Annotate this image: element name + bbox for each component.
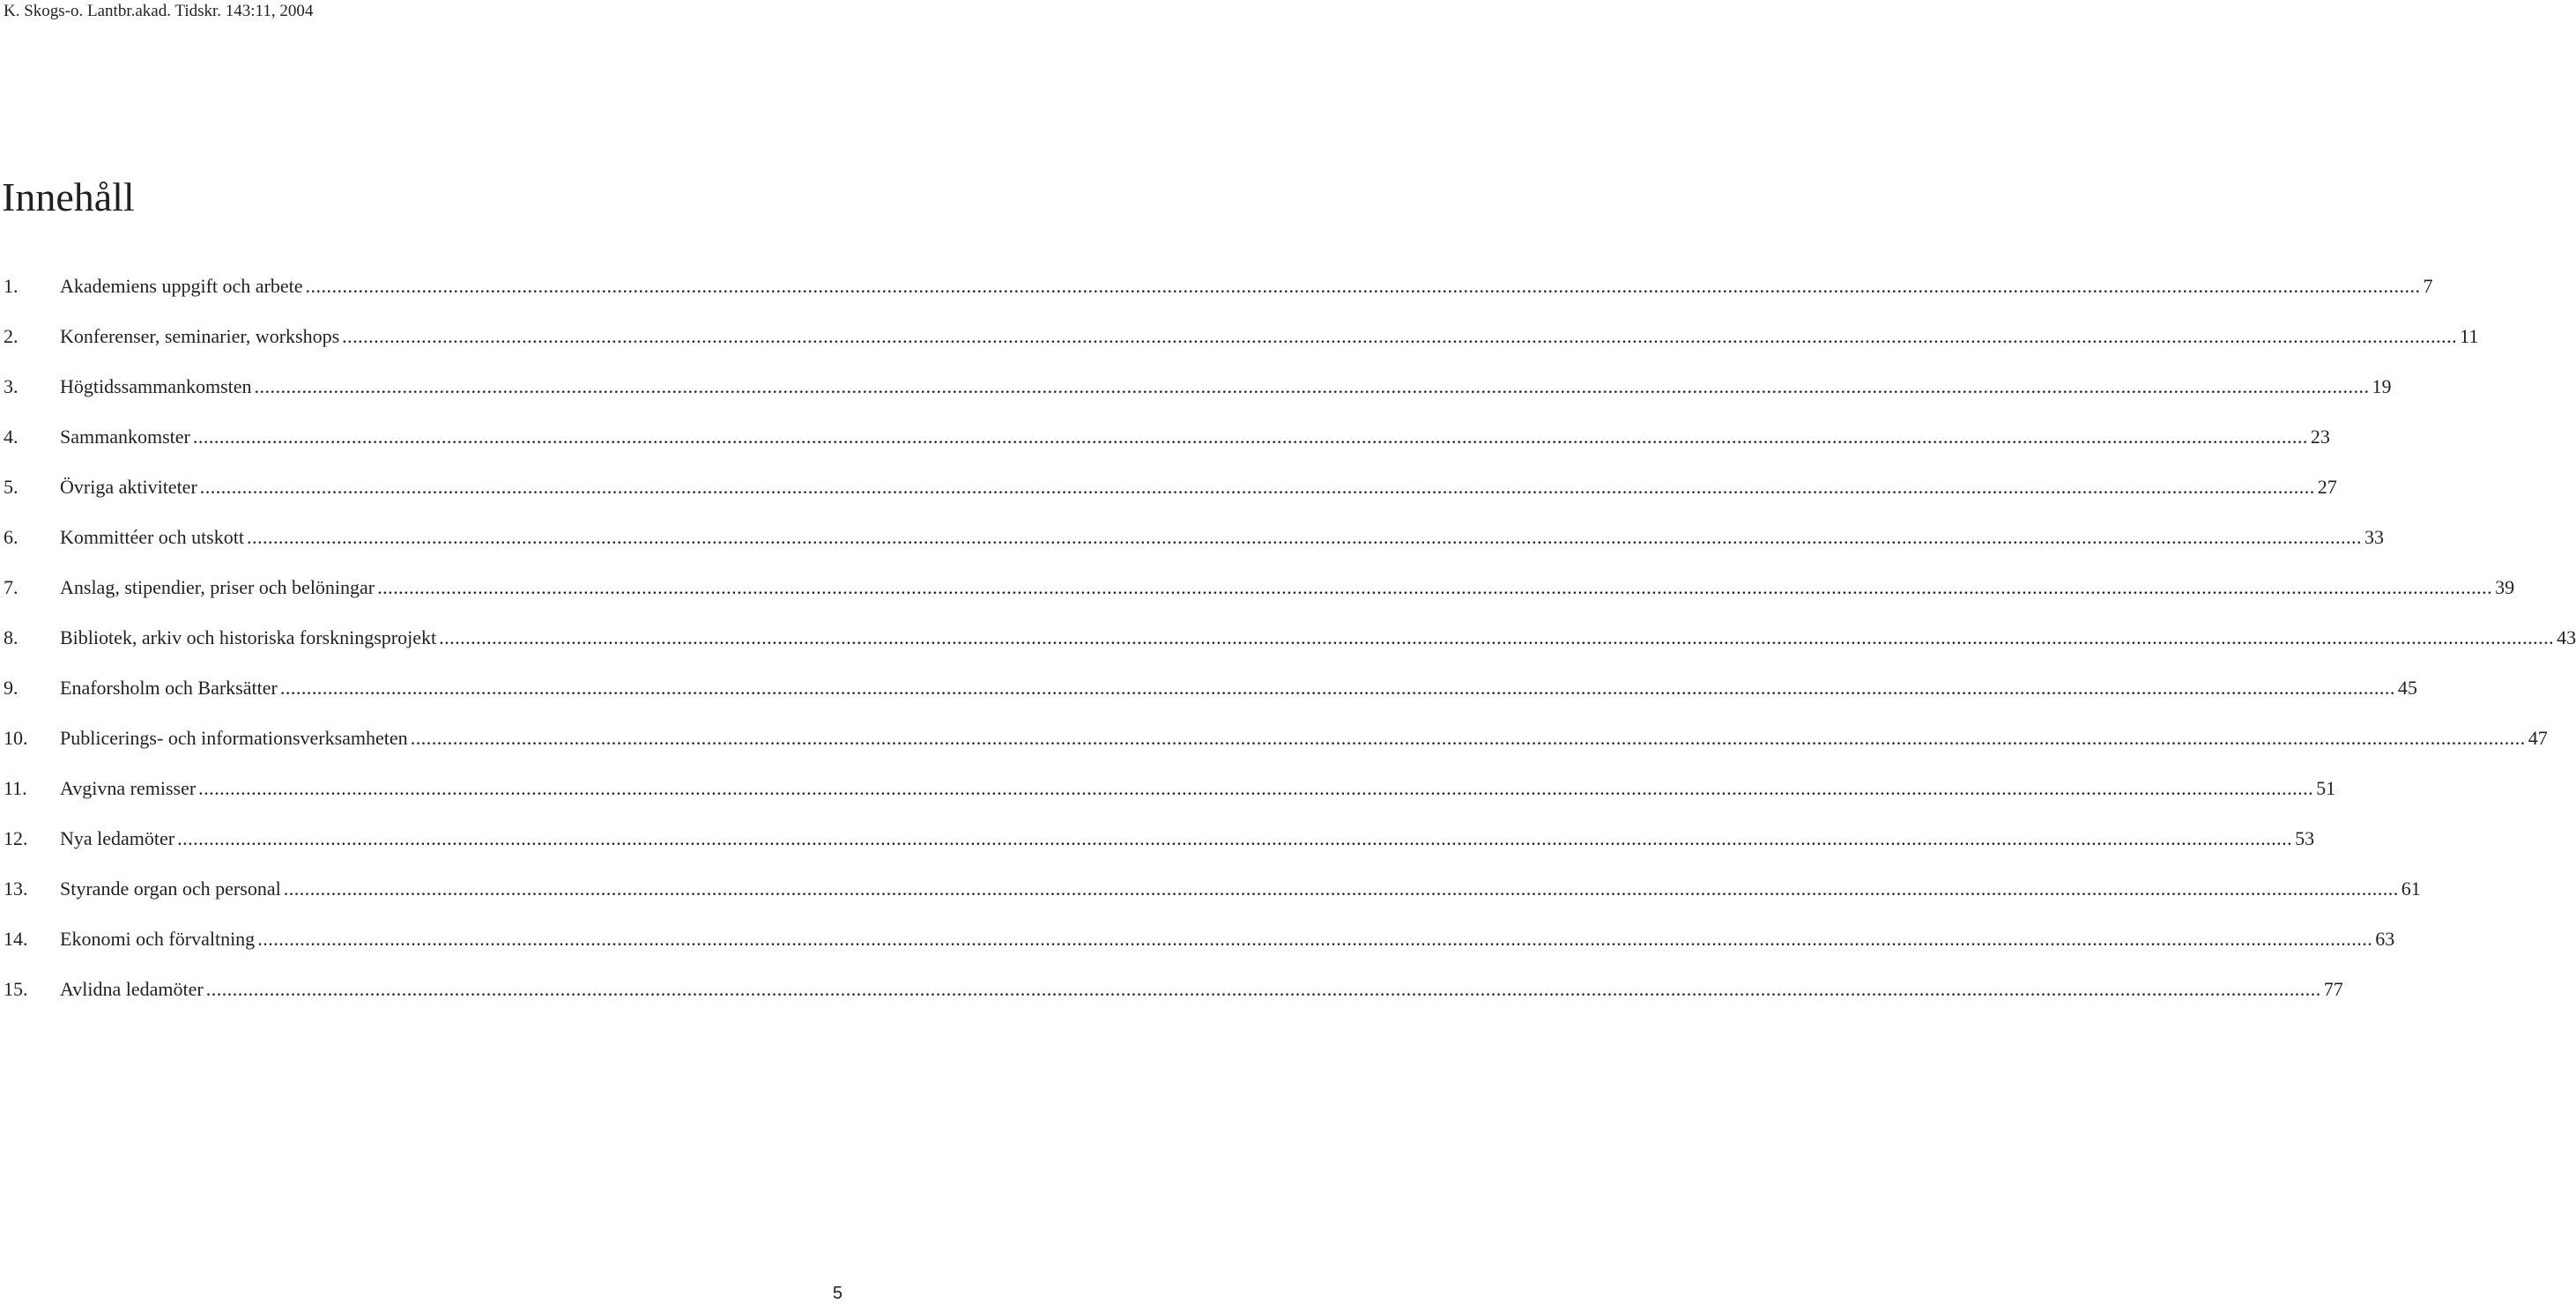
toc-entry bbox=[0, 771, 2336, 821]
toc-entry-page: 39 bbox=[2495, 576, 2515, 598]
toc-entry bbox=[0, 269, 2433, 319]
toc-dot-leader: ................................................................................................................................................................................................................................................................................................................................................................................................................ bbox=[199, 476, 2315, 498]
toc-entry-page: 23 bbox=[2310, 426, 2330, 448]
toc-entry-title: Kommittéer och utskott bbox=[60, 526, 244, 548]
toc-entry-page: 27 bbox=[2317, 476, 2337, 498]
toc-entry bbox=[0, 972, 2343, 1022]
toc-entry-number: 4. bbox=[4, 426, 19, 448]
toc-dot-leader: ................................................................................................................................................................................................................................................................................................................................................................................................................ bbox=[257, 928, 2373, 950]
toc-entry-number: 12. bbox=[4, 827, 28, 849]
toc-entry-page: 33 bbox=[2364, 526, 2384, 548]
toc-entry-title: Avlidna ledamöter bbox=[60, 978, 204, 1000]
toc-dot-leader: ................................................................................................................................................................................................................................................................................................................................................................................................................ bbox=[410, 727, 2526, 749]
toc-entry-number: 3. bbox=[4, 375, 19, 397]
toc-entry-page: 51 bbox=[2316, 777, 2336, 799]
toc-entry-title: Konferenser, seminarier, workshops bbox=[60, 325, 340, 347]
toc-dot-leader: ................................................................................................................................................................................................................................................................................................................................................................................................................ bbox=[377, 576, 2493, 598]
toc-entry bbox=[0, 520, 2384, 570]
toc-dot-leader: ................................................................................................................................................................................................................................................................................................................................................................................................................ bbox=[198, 777, 2314, 799]
table-of-contents bbox=[0, 269, 2576, 1022]
toc-entry bbox=[0, 419, 2330, 470]
toc-dot-leader: ................................................................................................................................................................................................................................................................................................................................................................................................................ bbox=[177, 827, 2293, 849]
toc-entry bbox=[0, 319, 2479, 369]
toc-entry-number: 14. bbox=[4, 928, 28, 950]
toc-entry-number: 1. bbox=[4, 275, 19, 297]
toc-entry-page: 47 bbox=[2528, 727, 2548, 749]
toc-entry-number: 9. bbox=[4, 677, 19, 699]
toc-entry-page: 63 bbox=[2375, 928, 2395, 950]
toc-entry-number: 11. bbox=[4, 777, 27, 799]
toc-entry-number: 2. bbox=[4, 325, 19, 347]
toc-entry-page: 19 bbox=[2372, 375, 2392, 397]
toc-dot-leader: ................................................................................................................................................................................................................................................................................................................................................................................................................ bbox=[246, 526, 2362, 548]
toc-entry-title: Anslag, stipendier, priser och belöningar bbox=[60, 576, 375, 598]
toc-dot-leader: ................................................................................................................................................................................................................................................................................................................................................................................................................ bbox=[439, 626, 2555, 648]
toc-entry-title: Avgivna remisser bbox=[60, 777, 197, 799]
toc-entry-title: Bibliotek, arkiv och historiska forskningsprojekt bbox=[60, 626, 437, 648]
toc-entry-title: Publicerings- och informationsverksamheten bbox=[60, 727, 408, 749]
toc-entry-number: 5. bbox=[4, 476, 19, 498]
toc-dot-leader: ................................................................................................................................................................................................................................................................................................................................................................................................................ bbox=[205, 978, 2321, 1000]
toc-entry-number: 8. bbox=[4, 626, 19, 648]
toc-entry-title: Övriga aktiviteter bbox=[60, 476, 197, 498]
toc-entry-page: 11 bbox=[2460, 325, 2479, 347]
toc-entry-number: 7. bbox=[4, 576, 19, 598]
toc-entry-page: 45 bbox=[2397, 677, 2417, 699]
toc-dot-leader: ................................................................................................................................................................................................................................................................................................................................................................................................................ bbox=[254, 375, 2370, 397]
toc-entry-title: Enaforsholm och Barksätter bbox=[60, 677, 278, 699]
toc-entry-number: 10. bbox=[4, 727, 28, 749]
toc-entry-page: 77 bbox=[2323, 978, 2343, 1000]
toc-entry bbox=[0, 871, 2421, 922]
toc-dot-leader: ................................................................................................................................................................................................................................................................................................................................................................................................................ bbox=[283, 878, 2399, 900]
toc-entry bbox=[0, 821, 2315, 871]
toc-entry bbox=[0, 721, 2548, 771]
toc-entry-title: Sammankomster bbox=[60, 426, 190, 448]
toc-entry-title: Akademiens uppgift och arbete bbox=[60, 275, 303, 297]
running-head: K. Skogs-o. Lantbr.akad. Tidskr. 143:11, 2004 bbox=[4, 2, 314, 20]
toc-entry-number: 6. bbox=[4, 526, 19, 548]
toc-entry bbox=[0, 620, 2576, 670]
toc-dot-leader: ................................................................................................................................................................................................................................................................................................................................................................................................................ bbox=[342, 325, 2458, 347]
page-number: 5 bbox=[832, 1284, 843, 1303]
toc-entry bbox=[0, 369, 2392, 419]
toc-entry-title: Nya ledamöter bbox=[60, 827, 175, 849]
page-title: Innehåll bbox=[2, 174, 135, 219]
toc-entry bbox=[0, 570, 2515, 620]
toc-entry-number: 13. bbox=[4, 878, 28, 900]
toc-entry-page: 61 bbox=[2401, 878, 2421, 900]
toc-entry-page: 53 bbox=[2295, 827, 2315, 849]
toc-dot-leader: ................................................................................................................................................................................................................................................................................................................................................................................................................ bbox=[279, 677, 2395, 699]
toc-entry bbox=[0, 470, 2337, 520]
toc-dot-leader: ................................................................................................................................................................................................................................................................................................................................................................................................................ bbox=[192, 426, 2308, 448]
toc-entry-number: 15. bbox=[4, 978, 28, 1000]
toc-entry-page: 43 bbox=[2557, 626, 2576, 648]
toc-entry-title: Ekonomi och förvaltning bbox=[60, 928, 256, 950]
toc-dot-leader: ................................................................................................................................................................................................................................................................................................................................................................................................................ bbox=[305, 275, 2421, 297]
toc-entry-title: Styrande organ och personal bbox=[60, 878, 281, 900]
toc-entry-title: Högtidssammankomsten bbox=[60, 375, 252, 397]
toc-entry bbox=[0, 922, 2395, 972]
toc-entry-page: 7 bbox=[2423, 275, 2433, 297]
toc-entry bbox=[0, 670, 2417, 721]
